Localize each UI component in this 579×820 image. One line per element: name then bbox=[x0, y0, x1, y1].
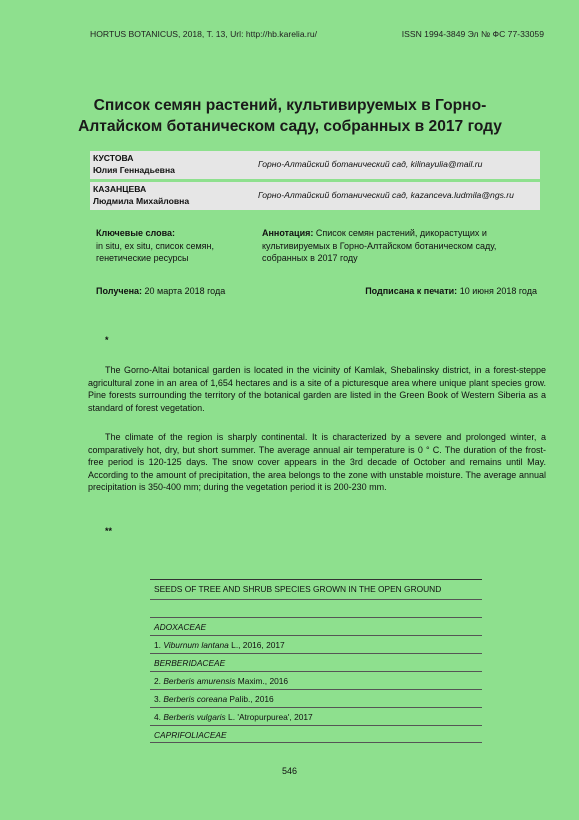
species-name: Viburnum lantana bbox=[163, 640, 229, 650]
author-row bbox=[90, 151, 540, 179]
annotation-label: Аннотация: bbox=[262, 228, 314, 238]
species-name: Berberis amurensis bbox=[163, 676, 236, 686]
table-row bbox=[150, 725, 482, 743]
received-date bbox=[96, 286, 225, 296]
table-row bbox=[150, 617, 482, 635]
row-number: 1. bbox=[154, 640, 161, 650]
author-name: Юлия Геннадьевна bbox=[93, 165, 175, 175]
table-row bbox=[150, 689, 482, 707]
keywords-block bbox=[96, 227, 248, 265]
species-name: Berberis coreana bbox=[163, 694, 228, 704]
issn-header: ISSN 1994-3849 Эл № ФС 77-33059 bbox=[401, 29, 544, 39]
species-info: L., 2016, 2017 bbox=[228, 640, 285, 650]
author-affiliation: Горно-Алтайский ботанический сад, kilinayulia@mail.ru bbox=[258, 159, 483, 169]
species-info: Palib., 2016 bbox=[227, 694, 274, 704]
row-number: 2. bbox=[154, 676, 161, 686]
table-row bbox=[150, 635, 482, 653]
keywords-text: in situ, ex situ, список семян, генетические ресурсы bbox=[96, 240, 215, 263]
table-heading: SEEDS OF TREE AND SHRUB SPECIES GROWN IN THE OPEN GROUND bbox=[150, 579, 482, 599]
author-name: Людмила Михайловна bbox=[93, 196, 190, 206]
annotation-text: Список семян растений, дикорастущих и культивируемых в Горно-Алтайском ботаническом саду, собранных в 2017 году bbox=[262, 228, 497, 263]
table-row bbox=[150, 653, 482, 671]
author-surname: КУСТОВА bbox=[93, 153, 134, 163]
species-info: Maxim., 2016 bbox=[235, 676, 289, 686]
annotation-block bbox=[262, 227, 540, 265]
row-number: 4. bbox=[154, 712, 161, 722]
article-title: Список семян растений, культивируемых в Горно-Алтайском ботаническом саду, собранных в 2017 году bbox=[78, 97, 502, 135]
journal-header: HORTUS BOTANICUS, 2018, Т. 13, Url: http://hb.karelia.ru/ bbox=[90, 29, 318, 39]
footnote-marker: ** bbox=[105, 526, 113, 536]
body-paragraph: The climate of the region is sharply continental. It is characterized by a severe and prolonged winter, a comparatively hot, dry, but short summer. The average annual air temperature is 0 ° C. The duration of the frost-free period is 120-125 days. The snow cover appears in the 3rd decade of October and remains until May. According to the amount of precipitation, the area belongs to the zone with unstable moisture. The average annual precipitation is 350-400 mm; during the vegetation period it is 200-230 mm. bbox=[88, 432, 546, 493]
footnote-marker: * bbox=[105, 335, 109, 345]
species-name: Berberis vulgaris bbox=[163, 712, 226, 722]
row-number: 3. bbox=[154, 694, 161, 704]
signed-value: 10 июня 2018 года bbox=[459, 286, 537, 296]
author-surname: КАЗАНЦЕВА bbox=[93, 184, 147, 194]
family-name: ADOXACEAE bbox=[154, 622, 207, 632]
page-number: 546 bbox=[281, 766, 298, 776]
received-label: Получена: bbox=[96, 286, 143, 296]
body-paragraph: The Gorno-Altai botanical garden is located in the vicinity of Kamlak, Shebalinsky district, in a forest-steppe agricultural zone in an area of 1,654 hectares and is a site of a picturesque area where unique plant species grow. Pine forests surrounding the territory of the botanical garden are listed in the Green Book of Western Siberia as a standard of forest vegetation. bbox=[88, 365, 546, 413]
received-value: 20 марта 2018 года bbox=[144, 286, 226, 296]
species-info: L. 'Atropurpurea', 2017 bbox=[225, 712, 313, 722]
table-spacer bbox=[150, 599, 482, 617]
table-row bbox=[150, 671, 482, 689]
signed-date bbox=[365, 286, 537, 296]
keywords-label: Ключевые слова: bbox=[96, 228, 176, 238]
seed-table bbox=[150, 579, 482, 743]
table-row bbox=[150, 707, 482, 725]
author-row bbox=[90, 182, 540, 210]
author-affiliation: Горно-Алтайский ботанический сад, kazanceva.ludmila@ngs.ru bbox=[258, 190, 514, 200]
family-name: CAPRIFOLIACEAE bbox=[154, 730, 227, 740]
signed-label: Подписана к печати: bbox=[365, 286, 458, 296]
family-name: BERBERIDACEAE bbox=[154, 658, 226, 668]
